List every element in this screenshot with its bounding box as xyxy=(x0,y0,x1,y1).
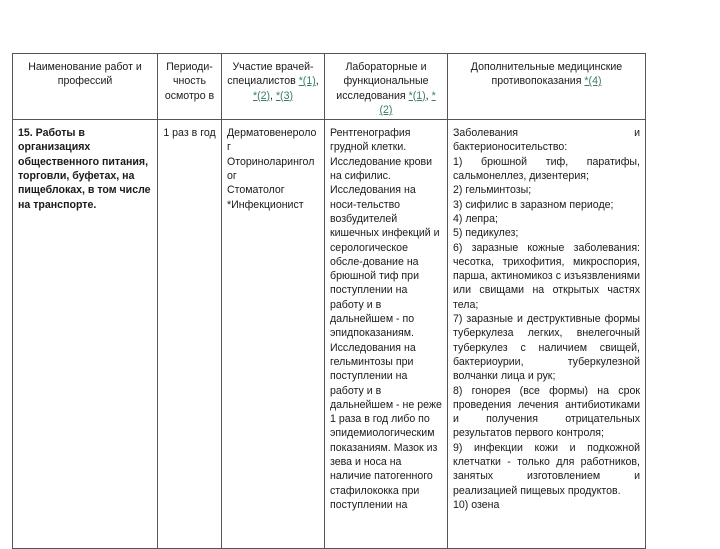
header-specialists: Участие врачей-специалистов *(1), *(2), *(3) xyxy=(222,54,325,120)
periodicity-text: 1 раз в год xyxy=(163,127,216,140)
lab-tests-text: Рентгенография грудной клетки. Исследование крови на сифилис. Исследования на носи-тельство возбудителей кишечных инфекций и серологическое обсле-дование на брюшной тиф при поступлении на работу и в дальнейшем - по эпидпоказаниям. Исследования на гельминтозы при поступлении на работу и в дальнейшем - не реже 1 раза в год либо по эпидемиологическим показаниям. Мазок из зева и носа на наличие патогенного стафилококка при поступлении на xyxy=(330,127,442,511)
contraindication-item: 6) заразные кожные заболевания: чесотка, трихофития, микроспория, парша, актиномикоз с изъязвлениями или свищами на открытых частях тела; xyxy=(453,241,640,311)
contraindication-item: 5) педикулез; xyxy=(453,227,519,240)
footnote-link-1[interactable]: *(1) xyxy=(408,89,426,102)
work-type-text: 15. Работы в организациях общественного питания, торговли, буфетах, на пищеблоках, в том числе на транспорте. xyxy=(18,127,151,211)
contraindication-item: 3) сифилис в заразном периоде; xyxy=(453,198,614,211)
header-lab-tests: Лабораторные и функциональные исследования *(1), *(2) xyxy=(325,54,448,120)
specialist-item: *Инфекционист xyxy=(227,198,304,211)
lab-tests-cell xyxy=(325,120,448,549)
footnote-link-3[interactable]: *(3) xyxy=(275,89,294,102)
footnote-link-4[interactable]: *(4) xyxy=(584,75,602,88)
contraindication-item: 1) брюшной тиф, паратифы, сальмонеллез, дизентерия; xyxy=(453,155,640,183)
header-specialists-text: Участие врачей-специалистов xyxy=(227,61,314,88)
contraindication-item: 10) озена xyxy=(453,498,500,511)
table-header-row xyxy=(13,54,646,120)
specialist-item: Стоматолог xyxy=(227,184,285,197)
contraindications-cell xyxy=(448,120,646,549)
work-type-cell xyxy=(13,120,158,549)
header-work-types-text: Наименование работ и профессий xyxy=(28,61,142,88)
contraindication-item: Заболевания и бактерионосительство: xyxy=(453,127,640,154)
periodicity-cell xyxy=(158,120,222,549)
specialist-item: Оториноларингол ог xyxy=(227,155,315,183)
header-periodicity xyxy=(158,54,222,120)
header-lab-tests-text: Лабораторные и функциональные исследования xyxy=(336,61,429,102)
specialists-cell xyxy=(222,120,325,549)
contraindication-item: 7) заразные и деструктивные формы туберкулеза легких, внелегочный туберкулез с наличием свищей, бактериоурии, туберкулезной волчанки лица и рук; xyxy=(453,313,640,383)
medical-exam-table xyxy=(12,53,646,549)
footnote-link-1[interactable]: *(1) xyxy=(298,75,316,88)
header-periodicity-text: Периоди-чность осмотро в xyxy=(164,61,215,102)
header-contraindications-text: Дополнительные медицинские противопоказания xyxy=(470,61,623,88)
contraindication-item: 8) гонорея (все формы) на срок проведения лечения антибиотиками и получения отрицательных результатов первого контроля; xyxy=(453,384,640,440)
specialist-item: Дерматовенероло г xyxy=(227,127,317,154)
table-row xyxy=(13,120,646,549)
contraindication-item: 4) лепра; xyxy=(453,212,498,225)
contraindication-item: 9) инфекции кожи и подкожной клетчатки - только для работников, занятых изготовлением и реализацией пищевых продуктов. xyxy=(453,441,640,497)
footnote-link-2[interactable]: *(2) xyxy=(252,89,271,102)
header-contraindications xyxy=(448,54,646,120)
footnote-link-2[interactable]: *(2) xyxy=(379,89,436,116)
header-work-types xyxy=(13,54,158,120)
contraindication-item: 2) гельминтозы; xyxy=(453,184,532,197)
